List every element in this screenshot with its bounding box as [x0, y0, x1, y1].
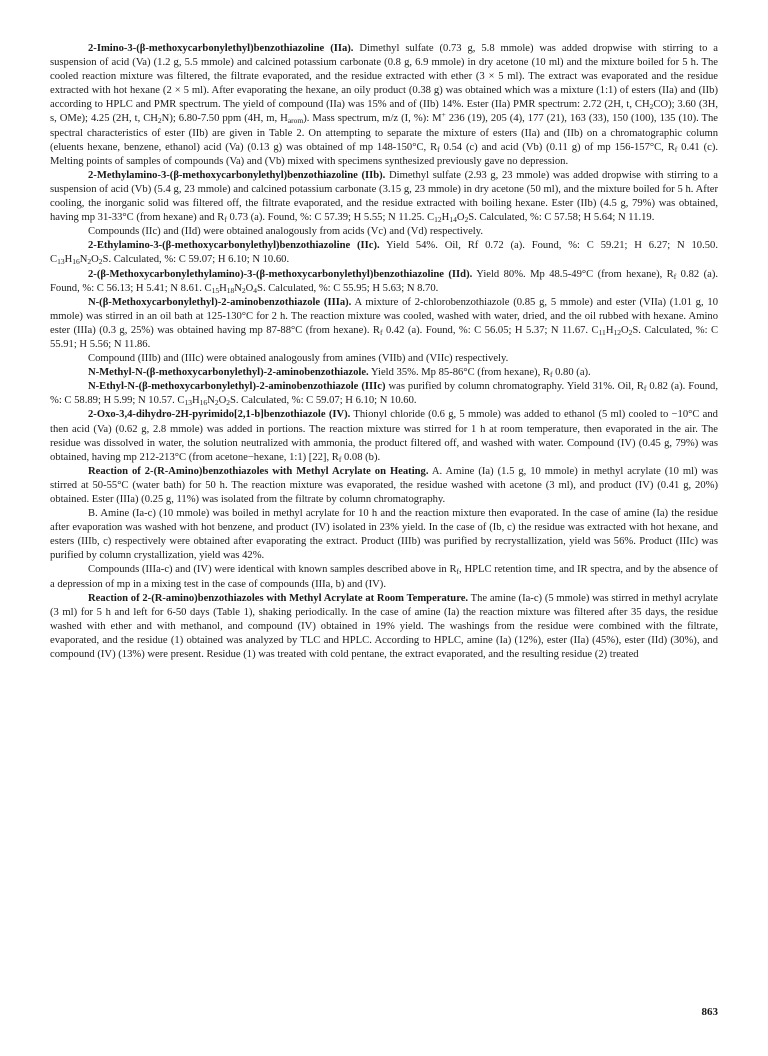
paragraph [50, 380, 718, 408]
paragraph-heading: N-Methyl-N-(β-methoxycarbonylethyl)-2-aminobenzothiazole. [88, 367, 369, 379]
paragraph-heading: 2-Methylamino-3-(β-methoxycarbonylethyl)benzothiazoline (IIb). [88, 169, 386, 181]
paragraph-heading: Reaction of 2-(R-amino)benzothiazoles with Methyl Acrylate at Room Temperature. [88, 592, 469, 604]
paragraph-text: A mixture of 2-chlorobenzothiazole (0.85 g, 5 mmole) and ester (VIIa) (1.01 g, 10 mmole) was stirred in an oil bath at 125-130°C for 2 h. The reaction mixture was cooled, washed with water, dried, and the oil rubbed with hexane. Amino ester (IIIa) (0.3 g, 25%) was obtained having mp 87-88°C (from hexane). $R_f$ 0.42 (a). Found, %: C 56.05; H 5.37; N 11.67. $C_{11}H_{12}O_2S$. Calculated, %: C 55.91; H 5.56; N 11.86. [50, 296, 719, 350]
paragraph-heading: 2-Ethylamino-3-(β-methoxycarbonylethyl)benzothiazoline (IIc). [88, 240, 380, 252]
paragraph [50, 366, 718, 380]
paragraph-text: B. Amine (Ia-c) (10 mmole) was boiled in methyl acrylate for 10 h and the reaction mixture then evaporated. In the case of amine (Ia) the residue after evaporation was washed with hot benzene, and product (IV) isolated in 23% yield. In the case of (Ib, c) the residue was extracted with hot hexane, and esters (IIIb, c) respectively were obtained after evaporating the extract. Product (IIIb) was purified by recrystallization, yield was 56%. Product (IIIc) was purified by column crystallization, yield was 42%. [50, 508, 718, 562]
paragraph-heading: 2-Imino-3-(β-methoxycarbonylethyl)benzothiazoline (IIa). [88, 43, 354, 54]
page-number: 863 [701, 1006, 718, 1018]
paragraph-text: Yield 54%. Oil, Rf 0.72 (a). Found, %: C 59.21; H 6.27; N 10.50. $C_{13}H_{16}N_2O_2S$. Calculated, %: C 59.07; H 6.10; N 10.60. [50, 240, 718, 267]
paragraph [50, 225, 718, 239]
paragraph-heading: N-Ethyl-N-(β-methoxycarbonylethyl)-2-aminobenzothiazole (IIIc) [88, 381, 386, 393]
paragraph-heading: 2-(β-Methoxycarbonylethylamino)-3-(β-methoxycarbonylethyl)benzothiazoline (IId). [88, 268, 473, 280]
paragraph-text: Dimethyl sulfate (2.93 g, 23 mmole) was added dropwise with stirring to a suspension of acid (Vb) (5.4 g, 23 mmole) and calcined potassium carbonate (3.15 g, 23 mmole) in dry acetone (50 ml), and the mixture boiled for 5 h. After cooling, the inorganic solid was filtered off, the filtrate evaporated, and the residue extracted with boiling hexane. Ester (IIb) (4.5 g, 79%) was obtained, having mp 31-33°C (from hexane) and $R_f$ 0.73 (a). Found, %: C 57.39; H 5.55; N 11.25. $C_{12}H_{14}O_2S$. Calculated, %: C 57.58; H 5.64; N 11.19. [50, 169, 718, 225]
paragraph-text: The amine (Ia-c) (5 mmole) was stirred in methyl acrylate (3 ml) for 5 h and left for 6-50 days (Table 1), shaking periodically. In the case of amine (Ia) the reaction mixture was filtered after 35 days, the residue washed with ether and with methanol, and compound (IV) obtained in 19% yield. The washings from the residue were combined with the filtrate, evaporated, and the residue (1) obtained was analyzed by TLC and HPLC. According to HPLC, amine (Ia) (12%), ester (IIa) (45%), ester (IId) (30%), and compound (IV) (13%) were present. Residue (1) was treated with cold pentane, the extract evaporated, and the resulting residue (2) treated [50, 592, 718, 661]
paragraph [50, 563, 718, 591]
paragraph [50, 507, 718, 563]
article-body [50, 42, 718, 662]
paragraph [50, 408, 718, 464]
paragraph-text: Dimethyl sulfate (0.73 g, 5.8 mmole) was added dropwise with stirring to a suspension of acid (Va) (1.2 g, 5.5 mmole) and calcined potassium carbonate (0.8 g, 6.9 mmole) in dry acetone (10 ml) and the mixture boiled for 5 h. The cooled reaction mixture was filtered, the filtrate evaporated, and the residue extracted with ether (3 × 5 ml). The extract was evaporated and the residue extracted with hot hexane (2 × 5 ml). After evaporating the hexane, an oily product (0.38 g) was obtained which was a mixture (1:1) of esters (IIa) and (IIb) according to HPLC and PMR spectrum. The yield of compound (IIa) was 15% and of (IIb) 14%. Ester (IIa) PMR spectrum: 2.72 (2H, t, $CH_2CO$); 3.60 (3H, s, OMe); 4.25 (2H, t, $CH_2N$); 6.80-7.50 ppm (4H, m, $H_{arom}$). Mass spectrum, m/z (I, %): M+ 236 (19), 205 (4), 177 (21), 163 (33), 150 (100), 135 (10). The spectral characteristics of ester (IIb) are given in Table 2. On attempting to separate the mixture of esters (IIa) and (IIb) on a chromatographic column (eluents hexane, benzene, ethanol) acid (Va) (0.13 g) was obtained of mp 148-150°C, $R_f$ 0.54 (c) and acid (Vb) (0.11 g) of mp 156-157°C, $R_f$ 0.41 (c). Melting points of samples of compounds (Va) and (Vb) mixed with specimens synthesized previously gave no depression. [50, 43, 719, 167]
paragraph [50, 592, 718, 662]
paragraph [50, 268, 718, 296]
paragraph-text: was purified by column chromatography. Yield 31%. Oil, $R_f$ 0.82 (a). Found, %: C 58.89; H 5.99; N 10.57. $C_{13}H_{16}N_2O_2S$. Calculated, %: C 59.07; H 6.10; N 10.60. [50, 381, 718, 408]
paragraph [50, 42, 718, 169]
paragraph-heading: 2-Oxo-3,4-dihydro-2H-pyrimido[2,1-b]benzothiazole (IV). [88, 409, 351, 421]
paragraph [50, 465, 718, 507]
paragraph [50, 239, 718, 267]
paragraph [50, 296, 718, 352]
paragraph-text: Yield 80%. Mp 48.5-49°C (from hexane), $R_f$ 0.82 (a). Found, %: C 56.13; H 5.41; N 8.61. $C_{15}H_{18}N_2O_4S$. Calculated, %: C 55.95; H 5.63; N 8.70. [50, 268, 719, 295]
paragraph-heading: Reaction of 2-(R-Amino)benzothiazoles with Methyl Acrylate on Heating. [88, 465, 429, 477]
paragraph [50, 169, 718, 225]
paragraph-text: Yield 35%. Mp 85-86°C (from hexane), $R_f$ 0.80 (a). [368, 367, 591, 380]
paragraph [50, 352, 718, 366]
paragraph-text: A. Amine (Ia) (1.5 g, 10 mmole) in methyl acrylate (10 ml) was stirred at 50-55°C (water bath) for 50 h. The reaction mixture was evaporated, the residue washed with acetone (3 ml), and product (IV) (0.41 g, 20%) obtained. Ester (IIIa) (0.25 g, 11%) was isolated from the filtrate by column chromatography. [50, 465, 718, 505]
paragraph-text: Compounds (IIc) and (IId) were obtained analogously from acids (Vc) and (Vd) respectively. [88, 226, 483, 238]
paragraph-text: Thionyl chloride (0.6 g, 5 mmole) was added to ethanol (5 ml) cooled to −10°C and then acid (Va) (0.62 g, 2.8 mmole) was added in portions. The reaction mixture was stirred for 1 h at room temperature, then evaporated in the air. The residue was dissolved in water, the solution neutralized with ammonia, the product filtered off, and washed with water. Compound (IV) (0.45 g, 79%) was obtained, having mp 212-213°C (from acetone−hexane, 1:1) [22], $R_f$ 0.08 (b). [50, 409, 718, 464]
paragraph-text: Compound (IIIb) and (IIIc) were obtained analogously from amines (VIIb) and (VIIc) respectively. [88, 353, 509, 365]
paragraph-text: Compounds (IIIa-c) and (IV) were identical with known samples described above in $R_f$, HPLC retention time, and IR spectra, and by the absence of a depression of mp in a mixing test in the case of compounds (IIIa, b) and (IV). [50, 564, 718, 590]
paragraph-heading: N-(β-Methoxycarbonylethyl)-2-aminobenzothiazole (IIIa). [88, 296, 352, 308]
